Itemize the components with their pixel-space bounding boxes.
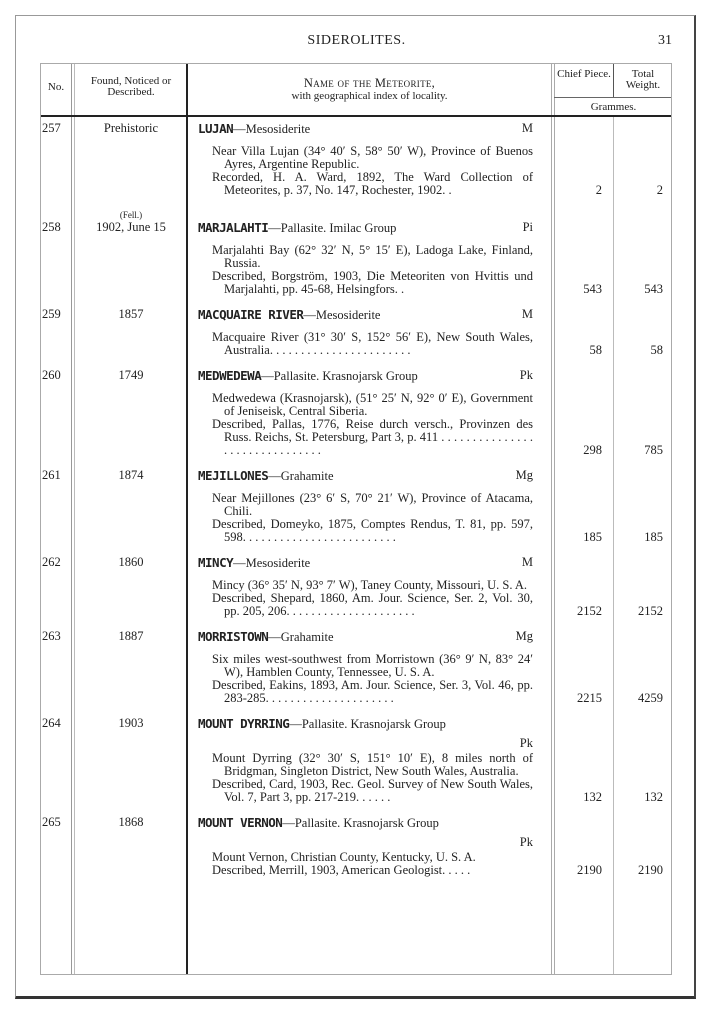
found-date <box>71 369 186 457</box>
reference: Described, Eakins, 1893, Am. Jour. Science, Ser. 3, Vol. 46, pp. 283-285. . . . . . . . . . . . . . . . . . . . . <box>212 678 533 705</box>
meteorite-entry <box>186 308 551 357</box>
chief-piece-weight: 58 <box>589 343 602 357</box>
class-symbol: Pk <box>519 736 533 750</box>
entry-headline <box>198 469 533 483</box>
entry-number: 261 <box>42 468 61 482</box>
table-body <box>41 122 673 889</box>
chief-piece-weight: 185 <box>583 530 602 544</box>
class-symbol: M <box>521 307 533 321</box>
entry-lead <box>198 122 516 136</box>
chief-piece-weight: 2190 <box>577 863 602 877</box>
grammes-rule <box>554 97 671 98</box>
meteorite-type: —Mesosiderite <box>233 556 311 570</box>
total-weight: 543 <box>644 282 663 296</box>
header-total-weight: Total Weight. <box>625 68 661 91</box>
meteorite-entry <box>186 469 551 544</box>
entry-number: 263 <box>42 629 61 643</box>
locality: Mincy (36° 35′ N, 93° 7′ W), Taney County, Missouri, U. S. A. <box>212 578 528 592</box>
entry-lead <box>198 630 510 644</box>
entry-description <box>212 331 533 357</box>
entry-description <box>212 851 533 877</box>
weight-cells <box>551 816 673 877</box>
class-symbol: Mg <box>515 468 533 482</box>
meteorite-name: MARJALAHTI <box>198 220 269 235</box>
meteorite-type: —Pallasite. Krasnojarsk Group <box>282 816 439 830</box>
total-weight: 132 <box>644 790 663 804</box>
entry-lead <box>198 221 517 235</box>
table-row <box>41 717 673 816</box>
table-row <box>41 469 673 556</box>
header-found: Found, Noticed or Described. <box>90 75 172 98</box>
header-name-title: Name of the Meteorite, <box>303 76 436 90</box>
found-value: 1749 <box>118 368 144 382</box>
entry-lead <box>198 369 514 383</box>
entry-lead <box>198 816 533 830</box>
class-symbol: M <box>521 121 533 135</box>
entry-description <box>212 492 533 544</box>
total-weight: 2 <box>656 183 663 197</box>
entry-lead <box>198 556 516 570</box>
reference: Described, Shepard, 1860, Am. Jour. Science, Ser. 2, Vol. 30, pp. 205, 206. . . . . . . . . . . . . . . . . . . . . <box>212 591 533 618</box>
table-row <box>41 816 673 889</box>
header-no: No. <box>47 81 65 93</box>
meteorite-type: —Pallasite. Krasnojarsk Group <box>289 717 446 731</box>
meteorite-type: —Pallasite. Krasnojarsk Group <box>261 369 418 383</box>
found-value: Prehistoric <box>103 121 159 135</box>
reference: Described, Borgström, 1903, Die Meteoriten von Hvittis und Marjalahti, pp. 45-68, Helsingfors. . <box>212 269 533 296</box>
locality: Six miles west-southwest from Morristown (36° 9′ N, 83° 24′ W), Hamblen County, Tennessee, U. S. A. <box>212 652 533 679</box>
meteorite-entry <box>186 717 551 804</box>
found-date <box>71 122 186 197</box>
total-weight: 2190 <box>638 863 663 877</box>
reference: Described, Domeyko, 1875, Comptes Rendus, T. 81, pp. 597, 598. . . . . . . . . . . . . . . . . . . . . . . . . <box>212 517 533 544</box>
weight-cells <box>551 556 673 618</box>
found-date <box>71 717 186 804</box>
entry-number: 264 <box>42 716 61 730</box>
entry-number: 260 <box>42 368 61 382</box>
entry-lead <box>198 469 510 483</box>
reference: Described, Pallas, 1776, Reise durch versch., Provinzen des Russ. Reichs, St. Petersburg, Part 3, p. 411 . . . . . . . . . . . . . . . . . . . . . . . . . . . . . . . <box>212 417 533 457</box>
class-symbol: Mg <box>515 629 533 643</box>
locality: Macquaire River (31° 30′ S, 152° 56′ E), New South Wales, Australia. . . . . . . . . . . . . . . . . . . . . . . <box>212 330 533 357</box>
found-value: 1887 <box>118 629 144 643</box>
header-rule <box>41 115 671 117</box>
entry-headline <box>198 556 533 570</box>
total-weight: 785 <box>644 443 663 457</box>
meteorite-entry <box>186 122 551 197</box>
table-row <box>41 556 673 630</box>
entry-number: 262 <box>42 555 61 569</box>
table-row <box>41 209 673 308</box>
entry-description <box>212 145 533 197</box>
chief-piece-weight: 132 <box>583 790 602 804</box>
entry-headline <box>198 717 533 750</box>
chief-piece-weight: 298 <box>583 443 602 457</box>
found-value: 1903 <box>118 716 144 730</box>
entry-headline <box>198 369 533 383</box>
entry-description <box>212 653 533 705</box>
locality: Medwedewa (Krasnojarsk), (51° 25′ N, 92° 0′ E), Government of Jeniseisk, Central Siberia. <box>212 391 533 418</box>
entry-headline <box>198 308 533 322</box>
meteorite-name: LUJAN <box>198 121 234 136</box>
found-date <box>71 556 186 618</box>
found-value: 1857 <box>118 307 144 321</box>
table-row <box>41 308 673 369</box>
weight-cells <box>551 469 673 544</box>
meteorite-name: MINCY <box>198 555 234 570</box>
header-grammes: Grammes. <box>590 101 637 113</box>
total-weight: 2152 <box>638 604 663 618</box>
running-title: SIDEROLITES. <box>307 33 406 48</box>
locality: Near Mejillones (23° 6′ S, 70° 21′ W), Province of Atacama, Chili. <box>212 491 533 518</box>
found-value: 1902, June 15 <box>96 220 166 234</box>
entry-number: 258 <box>42 220 61 234</box>
total-weight: 185 <box>644 530 663 544</box>
found-date <box>71 210 186 296</box>
entry-number: 265 <box>42 815 61 829</box>
meteorite-type: —Pallasite. Imilac Group <box>268 221 397 235</box>
locality: Marjalahti Bay (62° 32′ N, 5° 15′ E), Ladoga Lake, Finland, Russia. <box>212 243 533 270</box>
entry-lead <box>198 308 516 322</box>
meteorite-entry <box>186 369 551 457</box>
entry-description <box>212 752 533 804</box>
meteorite-type: —Mesosiderite <box>233 122 311 136</box>
locality: Mount Vernon, Christian County, Kentucky, U. S. A. <box>212 850 476 864</box>
total-weight: 4259 <box>638 691 663 705</box>
found-date <box>71 469 186 544</box>
chief-piece-weight: 2215 <box>577 691 602 705</box>
weight-cells <box>551 308 673 357</box>
chief-piece-weight: 2152 <box>577 604 602 618</box>
entry-headline <box>198 122 533 136</box>
reference: Described, Merrill, 1903, American Geologist. . . . . <box>212 863 471 877</box>
weight-cells <box>551 122 673 197</box>
meteorite-table <box>40 63 672 975</box>
meteorite-name: MORRISTOWN <box>198 629 269 644</box>
header-name <box>188 76 551 102</box>
class-symbol: Pk <box>519 835 533 849</box>
meteorite-name: MEJILLONES <box>198 468 269 483</box>
found-value: 1860 <box>118 555 144 569</box>
fell-note: (Fell.) <box>119 210 143 220</box>
meteorite-type: —Mesosiderite <box>303 308 381 322</box>
class-symbol: Pi <box>522 220 533 234</box>
header-chief-piece: Chief Piece. <box>557 68 611 80</box>
weight-cells <box>551 221 673 296</box>
meteorite-entry <box>186 816 551 877</box>
found-value: 1868 <box>118 815 144 829</box>
weight-cells <box>551 369 673 457</box>
entry-description <box>212 392 533 457</box>
entry-lead <box>198 717 533 731</box>
weight-cells <box>551 717 673 804</box>
meteorite-entry <box>186 630 551 705</box>
weight-cells <box>551 630 673 705</box>
entry-headline <box>198 630 533 644</box>
entry-number: 257 <box>42 121 61 135</box>
class-symbol: M <box>521 555 533 569</box>
entry-headline <box>198 816 533 849</box>
reference: Described, Card, 1903, Rec. Geol. Survey of New South Wales, Vol. 7, Part 3, pp. 217-219. . . . . . <box>212 777 533 804</box>
total-weight: 58 <box>650 343 663 357</box>
meteorite-name: MOUNT VERNON <box>198 815 283 830</box>
entry-number: 259 <box>42 307 61 321</box>
locality: Mount Dyrring (32° 30′ S, 151° 10′ E), 8 miles north of Bridgman, Singleton District, New South Wales, Australia. <box>212 751 533 778</box>
page-number: 31 <box>658 33 672 48</box>
found-date <box>71 816 186 877</box>
table-row <box>41 122 673 209</box>
table-row <box>41 369 673 469</box>
class-symbol: Pk <box>519 368 533 382</box>
meteorite-name: MOUNT DYRRING <box>198 716 290 731</box>
entry-headline <box>198 221 533 235</box>
found-date <box>71 308 186 357</box>
entry-description <box>212 579 533 618</box>
entry-description <box>212 244 533 296</box>
found-date <box>71 630 186 705</box>
header-name-subtitle: with geographical index of locality. <box>291 90 448 102</box>
meteorite-entry <box>186 221 551 296</box>
chief-piece-weight: 543 <box>583 282 602 296</box>
meteorite-type: —Grahamite <box>268 469 334 483</box>
found-value: 1874 <box>118 468 144 482</box>
meteorite-type: —Grahamite <box>268 630 334 644</box>
meteorite-name: MACQUAIRE RIVER <box>198 307 304 322</box>
chief-piece-weight: 2 <box>595 183 602 197</box>
meteorite-entry <box>186 556 551 618</box>
reference: Recorded, H. A. Ward, 1892, The Ward Collection of Meteorites, p. 37, No. 147, Rochester, 1902. . <box>212 170 533 197</box>
table-row <box>41 630 673 717</box>
locality: Near Villa Lujan (34° 40′ S, 58° 50′ W), Province of Buenos Ayres, Argentine Republic. <box>212 144 533 171</box>
meteorite-name: MEDWEDEWA <box>198 368 262 383</box>
